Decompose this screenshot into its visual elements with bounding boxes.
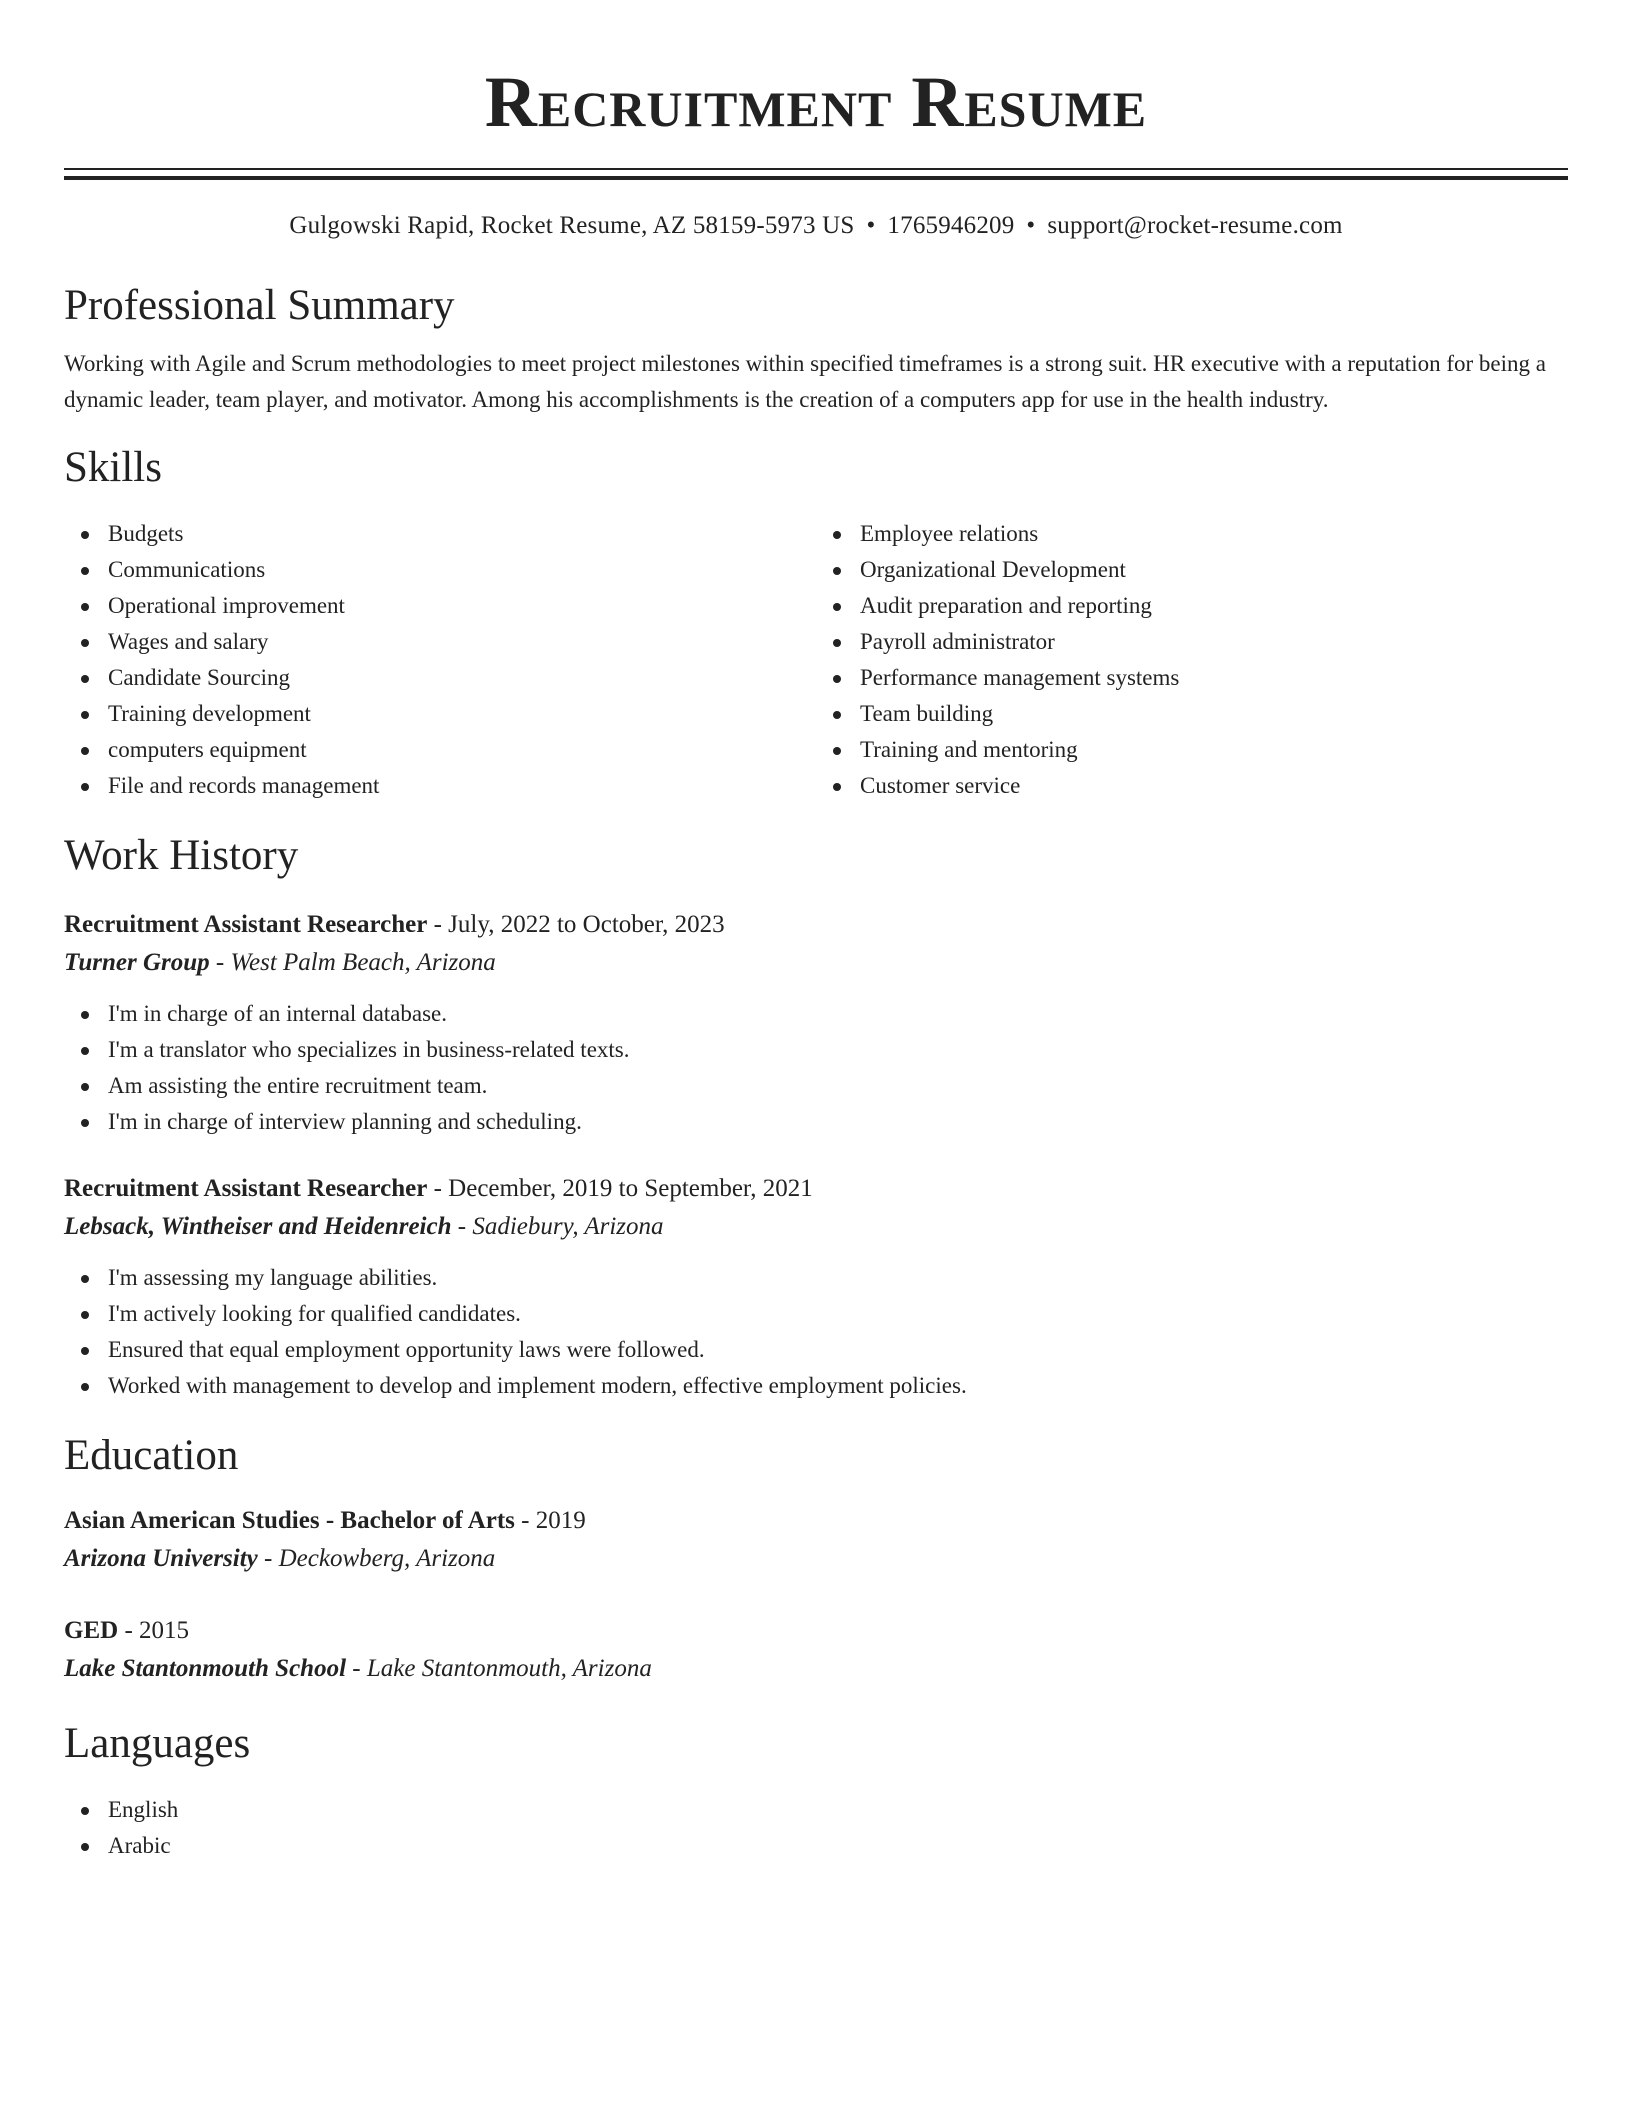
- languages-heading: Languages: [64, 1720, 251, 1767]
- education-school-line: Arizona University - Deckowberg, Arizona: [64, 1545, 496, 1572]
- skills-grid: [64, 516, 1568, 804]
- job-duty: I'm in charge of interview planning and scheduling.: [108, 1104, 1568, 1140]
- contact-phone: 1765946209: [887, 212, 1015, 239]
- education-location: Lake Stantonmouth, Arizona: [366, 1655, 652, 1682]
- skill-item: Communications: [108, 552, 816, 588]
- job-title-line: Recruitment Assistant Researcher - July, 2022 to October, 2023: [64, 911, 725, 938]
- education-school: Arizona University: [64, 1545, 258, 1572]
- education-year: 2019: [535, 1507, 586, 1534]
- job-duty: Am assisting the entire recruitment team.: [108, 1068, 1568, 1104]
- skill-item: computers equipment: [108, 732, 816, 768]
- skill-item: Organizational Development: [860, 552, 1568, 588]
- skill-item: Payroll administrator: [860, 624, 1568, 660]
- skill-item: Training development: [108, 696, 816, 732]
- title-divider-thin: [64, 168, 1568, 170]
- education-degree: Asian American Studies - Bachelor of Arts: [64, 1507, 515, 1534]
- skills-heading: Skills: [64, 444, 162, 491]
- job-entry: [64, 1170, 1568, 1404]
- language-item: Arabic: [108, 1828, 1568, 1864]
- job-title: Recruitment Assistant Researcher: [64, 911, 428, 938]
- work-history-heading: Work History: [64, 832, 299, 879]
- education-degree-line: GED - 2015: [64, 1617, 190, 1644]
- education-location: Deckowberg, Arizona: [278, 1545, 496, 1572]
- skill-item: Training and mentoring: [860, 732, 1568, 768]
- job-duties-list: [64, 1260, 1568, 1404]
- contact-email: support@rocket-resume.com: [1047, 212, 1343, 239]
- job-title: Recruitment Assistant Researcher: [64, 1175, 428, 1202]
- job-dates: December, 2019 to September, 2021: [448, 1175, 813, 1202]
- education-entry: [64, 1502, 1568, 1578]
- skill-item: File and records management: [108, 768, 816, 804]
- job-duty: Ensured that equal employment opportunity laws were followed.: [108, 1332, 1568, 1368]
- job-company: Turner Group: [64, 949, 210, 976]
- job-entry: [64, 906, 1568, 1140]
- job-duties-list: [64, 996, 1568, 1140]
- skill-item: Team building: [860, 696, 1568, 732]
- skill-item: Employee relations: [860, 516, 1568, 552]
- contact-separator: •: [1026, 212, 1036, 239]
- job-duty: I'm assessing my language abilities.: [108, 1260, 1568, 1296]
- job-title-line: Recruitment Assistant Researcher - December, 2019 to September, 2021: [64, 1175, 813, 1202]
- job-location: Sadiebury, Arizona: [472, 1213, 664, 1240]
- job-duty: Worked with management to develop and implement modern, effective employment policies.: [108, 1368, 1568, 1404]
- education-school: Lake Stantonmouth School: [64, 1655, 347, 1682]
- job-company-line: Turner Group - West Palm Beach, Arizona: [64, 949, 496, 976]
- job-company: Lebsack, Wintheiser and Heidenreich: [64, 1213, 452, 1240]
- skill-item: Candidate Sourcing: [108, 660, 816, 696]
- skill-item: Wages and salary: [108, 624, 816, 660]
- summary-text: Working with Agile and Scrum methodologies to meet project milestones within specified timeframes is a strong suit. HR executive with a reputation for being a dynamic leader, team player, and motivator. Among his accomplishments is the creation of a computers app for use in the health industry.: [64, 351, 1546, 412]
- education-degree-line: Asian American Studies - Bachelor of Arts - 2019: [64, 1507, 586, 1534]
- education-degree: GED: [64, 1617, 119, 1644]
- job-duty: I'm in charge of an internal database.: [108, 996, 1568, 1032]
- skills-list-right: [816, 516, 1568, 804]
- language-item: English: [108, 1792, 1568, 1828]
- title-divider-thick: [64, 176, 1568, 180]
- resume-title: Recruitment Resume: [484, 62, 1148, 142]
- contact-address: Gulgowski Rapid, Rocket Resume, AZ 58159-5973 US: [289, 212, 855, 239]
- skill-item: Performance management systems: [860, 660, 1568, 696]
- job-dates: July, 2022 to October, 2023: [448, 911, 725, 938]
- contact-separator: •: [866, 212, 876, 239]
- education-school-line: Lake Stantonmouth School - Lake Stantonmouth, Arizona: [64, 1655, 652, 1682]
- job-company-line: Lebsack, Wintheiser and Heidenreich - Sadiebury, Arizona: [64, 1213, 664, 1240]
- skill-item: Audit preparation and reporting: [860, 588, 1568, 624]
- skill-item: Budgets: [108, 516, 816, 552]
- job-duty: I'm actively looking for qualified candidates.: [108, 1296, 1568, 1332]
- resume-page: [64, 0, 1568, 1864]
- job-location: West Palm Beach, Arizona: [230, 949, 496, 976]
- skill-item: Customer service: [860, 768, 1568, 804]
- education-entry: [64, 1612, 1568, 1688]
- summary-heading: Professional Summary: [64, 282, 455, 329]
- skill-item: Operational improvement: [108, 588, 816, 624]
- job-duty: I'm a translator who specializes in business-related texts.: [108, 1032, 1568, 1068]
- education-heading: Education: [64, 1432, 239, 1479]
- education-year: 2015: [139, 1617, 190, 1644]
- languages-list: [64, 1792, 1568, 1864]
- contact-line: [64, 210, 1568, 242]
- skills-list-left: [64, 516, 816, 804]
